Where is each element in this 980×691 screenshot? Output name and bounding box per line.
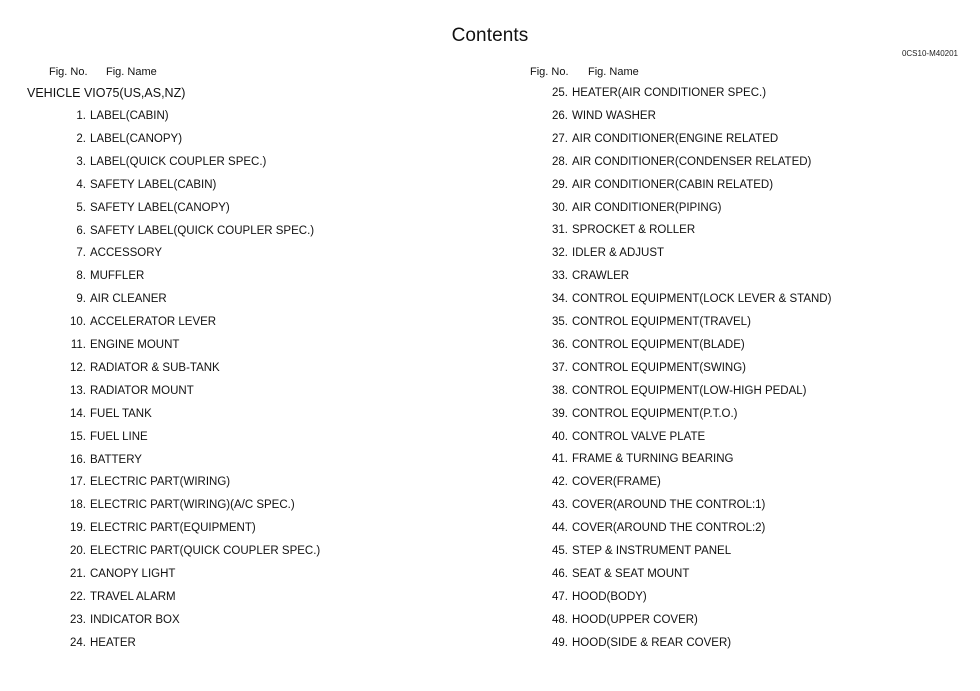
contents-entry[interactable] [538, 291, 831, 307]
fig-number: 18. [70, 499, 86, 512]
contents-entry[interactable] [56, 543, 320, 559]
fig-number: 8. [76, 270, 86, 283]
contents-entry[interactable] [56, 566, 175, 582]
contents-entry[interactable] [538, 429, 705, 445]
contents-entry[interactable] [56, 223, 314, 239]
fig-number: 19. [70, 522, 86, 535]
fig-number: 23. [70, 613, 86, 626]
fig-name: SPROCKET & ROLLER [572, 224, 696, 237]
contents-entry[interactable] [56, 177, 216, 193]
fig-name: ACCESSORY [90, 247, 163, 260]
contents-entry[interactable] [538, 474, 661, 490]
contents-entry[interactable] [538, 520, 765, 536]
fig-name: STEP & INSTRUMENT PANEL [572, 545, 732, 557]
contents-entry[interactable] [538, 406, 738, 422]
fig-number: 15. [70, 430, 86, 443]
contents-entry[interactable] [56, 612, 180, 628]
fig-number: 4. [76, 178, 86, 191]
contents-entry[interactable] [538, 383, 807, 399]
contents-entry[interactable] [538, 589, 647, 605]
fig-name: CONTROL EQUIPMENT(P.T.O.) [572, 407, 738, 420]
fig-name: AIR CONDITIONER(CABIN RELATED) [572, 178, 774, 191]
fig-name: HOOD(SIDE & REAR COVER) [572, 636, 732, 649]
contents-entry[interactable] [538, 245, 664, 261]
contents-entry[interactable] [56, 108, 169, 124]
fig-number: 44. [552, 522, 568, 535]
fig-number: 49. [552, 636, 568, 649]
fig-name: SAFETY LABEL(QUICK COUPLER SPEC.) [90, 224, 315, 237]
fig-name: HEATER(AIR CONDITIONER SPEC.) [572, 87, 767, 99]
fig-number: 12. [70, 361, 86, 374]
contents-entry[interactable] [538, 108, 656, 124]
contents-entry[interactable] [56, 360, 220, 376]
column-header-fig-name: Fig. Name [106, 66, 157, 78]
document-code: 0CS10-M40201 [901, 49, 958, 58]
contents-entry[interactable] [56, 429, 148, 445]
fig-name: INDICATOR BOX [90, 613, 180, 626]
fig-name: SEAT & SEAT MOUNT [572, 567, 690, 580]
fig-name: COVER(FRAME) [572, 476, 661, 489]
fig-number: 45. [552, 545, 568, 557]
fig-number: 7. [76, 247, 86, 260]
contents-entry[interactable] [538, 200, 722, 216]
fig-number: 6. [76, 224, 86, 237]
contents-entry[interactable] [56, 200, 230, 216]
fig-number: 3. [76, 155, 86, 168]
contents-entry[interactable] [56, 589, 176, 605]
fig-name: LABEL(CANOPY) [90, 132, 183, 145]
fig-name: WIND WASHER [572, 109, 656, 122]
fig-name: SAFETY LABEL(CANOPY) [90, 201, 230, 214]
contents-entry[interactable] [56, 520, 256, 536]
fig-name: LABEL(CABIN) [90, 110, 169, 122]
fig-name: SAFETY LABEL(CABIN) [90, 178, 217, 191]
fig-name: RADIATOR MOUNT [90, 384, 194, 397]
contents-entry[interactable] [538, 497, 765, 513]
contents-entry[interactable] [56, 497, 295, 513]
contents-entry[interactable] [538, 154, 811, 170]
column-header-fig-name: Fig. Name [588, 66, 639, 78]
page-title: Contents [451, 25, 529, 46]
fig-number: 47. [552, 590, 568, 603]
fig-number: 27. [552, 132, 568, 145]
fig-name: AIR CONDITIONER(ENGINE RELATED [572, 132, 779, 145]
fig-number: 34. [552, 293, 568, 306]
fig-number: 43. [552, 499, 568, 512]
fig-name: CRAWLER [572, 270, 630, 283]
fig-number: 10. [70, 316, 86, 329]
fig-number: 20. [70, 545, 86, 558]
fig-name: ELECTRIC PART(QUICK COUPLER SPEC.) [90, 545, 321, 558]
contents-entry[interactable] [56, 635, 136, 651]
fig-name: ENGINE MOUNT [90, 339, 180, 351]
column-header-fig-no: Fig. No. [530, 66, 569, 78]
fig-name: CONTROL EQUIPMENT(LOW-HIGH PEDAL) [572, 384, 807, 397]
contents-entry[interactable] [538, 222, 695, 238]
fig-number: 28. [552, 155, 568, 168]
fig-name: FRAME & TURNING BEARING [572, 453, 734, 466]
fig-number: 5. [76, 201, 86, 214]
contents-entry[interactable] [538, 314, 751, 330]
fig-name: CONTROL EQUIPMENT(LOCK LEVER & STAND) [572, 293, 832, 306]
fig-name: CONTROL EQUIPMENT(TRAVEL) [572, 316, 751, 328]
contents-entry[interactable] [538, 360, 746, 376]
fig-number: 39. [552, 407, 568, 420]
fig-name: AIR CONDITIONER(PIPING) [572, 201, 722, 214]
fig-name: HOOD(BODY) [572, 590, 647, 603]
fig-number: 26. [552, 109, 568, 122]
fig-name: LABEL(QUICK COUPLER SPEC.) [90, 155, 267, 168]
fig-name: CONTROL EQUIPMENT(BLADE) [572, 338, 745, 351]
fig-number: 21. [70, 568, 86, 580]
fig-number: 31. [552, 224, 568, 237]
fig-name: TRAVEL ALARM [90, 590, 176, 603]
contents-entry[interactable] [538, 177, 773, 193]
fig-number: 11. [70, 339, 86, 351]
fig-number: 35. [552, 316, 568, 328]
fig-name: AIR CLEANER [90, 293, 167, 306]
fig-name: ELECTRIC PART(WIRING)(A/C SPEC.) [90, 499, 295, 512]
contents-entry[interactable] [538, 543, 731, 559]
fig-number: 2. [76, 132, 86, 145]
fig-number: 13. [70, 384, 86, 397]
fig-number: 24. [70, 636, 86, 649]
fig-number: 30. [552, 201, 568, 214]
fig-number: 41. [552, 453, 568, 466]
fig-name: CONTROL EQUIPMENT(SWING) [572, 361, 746, 374]
contents-entry[interactable] [56, 245, 162, 261]
contents-entry[interactable] [56, 314, 216, 330]
fig-number: 40. [552, 430, 568, 443]
fig-name: COVER(AROUND THE CONTROL:2) [572, 522, 766, 535]
contents-entry[interactable] [56, 383, 194, 399]
fig-number: 32. [552, 247, 568, 260]
contents-entry[interactable] [56, 474, 230, 490]
contents-entry[interactable] [538, 85, 766, 101]
contents-entry[interactable] [538, 337, 745, 353]
contents-entry[interactable] [538, 566, 689, 582]
contents-entry[interactable] [538, 268, 629, 284]
fig-name: ACCELERATOR LEVER [90, 316, 217, 329]
contents-entry[interactable] [538, 635, 731, 651]
fig-number: 1. [76, 110, 86, 122]
fig-number: 14. [70, 407, 86, 420]
fig-number: 37. [552, 361, 568, 374]
column-header-fig-no: Fig. No. [49, 66, 88, 78]
fig-name: FUEL LINE [90, 430, 148, 443]
contents-entry[interactable] [538, 131, 778, 147]
fig-number: 29. [552, 178, 568, 191]
fig-number: 33. [552, 270, 568, 283]
fig-name: ELECTRIC PART(EQUIPMENT) [90, 522, 256, 535]
contents-entry[interactable] [56, 406, 152, 422]
fig-name: CANOPY LIGHT [90, 568, 176, 580]
fig-name: MUFFLER [90, 270, 145, 283]
fig-name: CONTROL VALVE PLATE [572, 430, 706, 443]
fig-number: 22. [70, 590, 86, 603]
fig-name: FUEL TANK [90, 407, 152, 420]
fig-number: 42. [552, 476, 568, 489]
contents-entry[interactable] [56, 337, 179, 353]
contents-entry[interactable] [56, 131, 182, 147]
fig-number: 38. [552, 384, 568, 397]
fig-number: 46. [552, 567, 568, 580]
fig-name: BATTERY [90, 453, 142, 466]
fig-number: 17. [70, 476, 86, 489]
fig-number: 25. [552, 87, 568, 99]
contents-entry[interactable] [56, 268, 144, 284]
fig-name: ELECTRIC PART(WIRING) [90, 476, 231, 489]
fig-number: 9. [76, 293, 86, 306]
contents-entry[interactable] [56, 452, 142, 468]
contents-entry[interactable] [538, 451, 733, 467]
fig-name: RADIATOR & SUB-TANK [90, 361, 220, 374]
fig-name: HEATER [90, 636, 136, 649]
fig-number: 16. [70, 453, 86, 466]
vehicle-model-heading: VEHICLE VIO75(US,AS,NZ) [27, 86, 186, 100]
fig-name: IDLER & ADJUST [572, 247, 665, 260]
contents-entry[interactable] [56, 291, 167, 307]
fig-name: AIR CONDITIONER(CONDENSER RELATED) [572, 155, 812, 168]
contents-entry[interactable] [538, 612, 698, 628]
contents-entry[interactable] [56, 154, 266, 170]
fig-number: 48. [552, 613, 568, 626]
fig-name: HOOD(UPPER COVER) [572, 613, 698, 626]
fig-number: 36. [552, 338, 568, 351]
fig-name: COVER(AROUND THE CONTROL:1) [572, 499, 766, 512]
